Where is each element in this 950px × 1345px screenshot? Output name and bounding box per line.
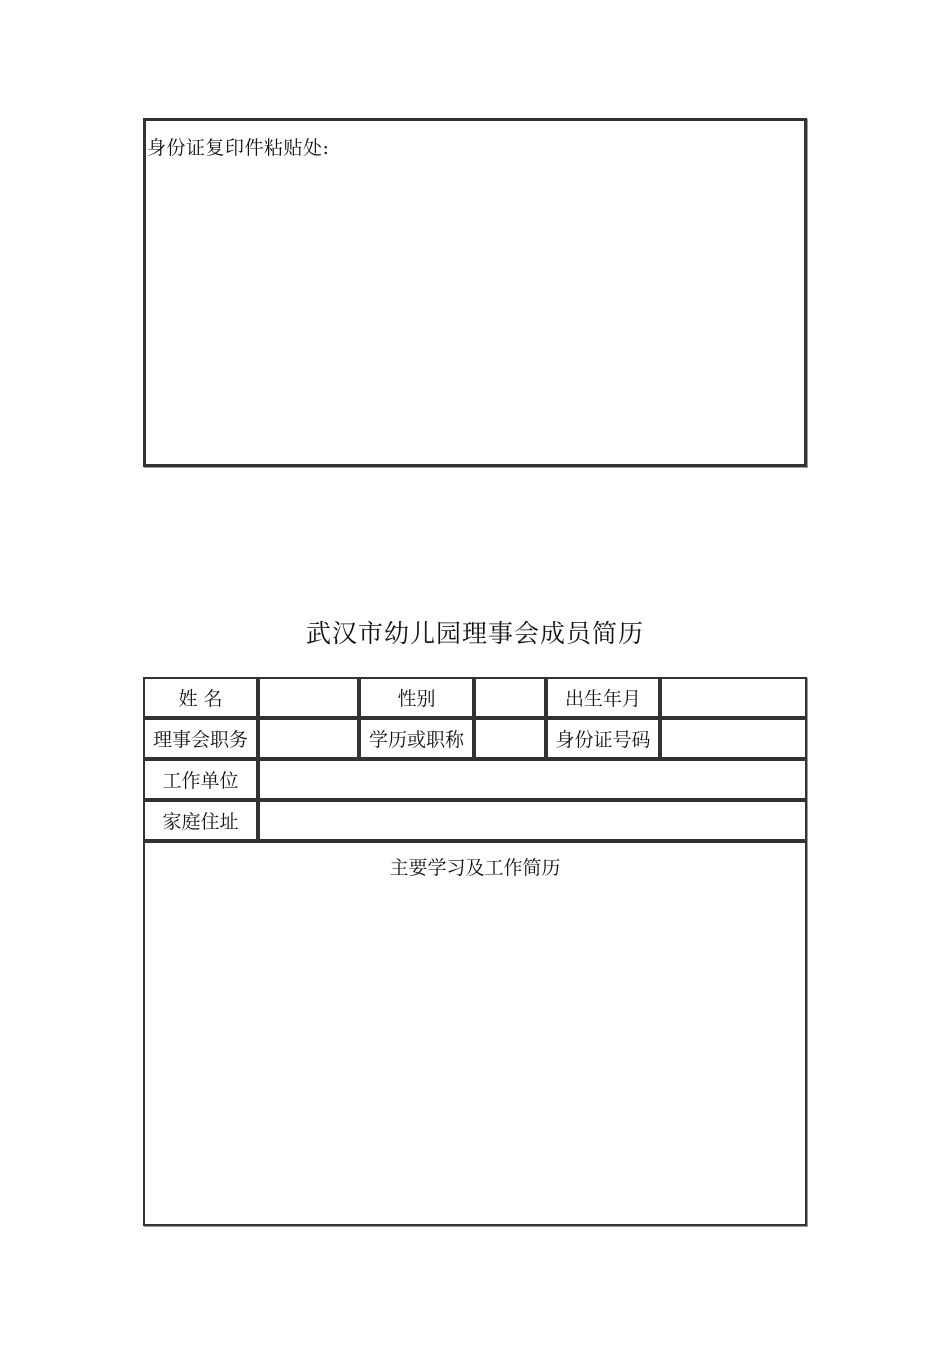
- birth-date-field[interactable]: [660, 677, 807, 718]
- birth-date-label: 出生年月: [546, 677, 660, 718]
- work-history-area[interactable]: [143, 841, 807, 1226]
- resume-title: 武汉市幼儿园理事会成员简历: [305, 619, 644, 648]
- employer-label: 工作单位: [143, 759, 258, 800]
- education-label: 学历或职称: [359, 718, 474, 759]
- gender-label: 性别: [359, 677, 474, 718]
- id-copy-paste-area: [143, 118, 807, 467]
- council-position-field[interactable]: [258, 718, 359, 759]
- gender-field[interactable]: [474, 677, 546, 718]
- employer-field[interactable]: [258, 759, 807, 800]
- id-number-label: 身份证号码: [546, 718, 660, 759]
- name-label: 姓 名: [143, 677, 258, 718]
- address-label: 家庭住址: [143, 800, 258, 841]
- council-position-label: 理事会职务: [143, 718, 258, 759]
- address-field[interactable]: [258, 800, 807, 841]
- name-field[interactable]: [258, 677, 359, 718]
- work-history-label: 主要学习及工作简历: [389, 857, 561, 879]
- id-copy-paste-label: 身份证复印件粘贴处:: [147, 137, 330, 159]
- id-number-field[interactable]: [660, 718, 807, 759]
- education-field[interactable]: [474, 718, 546, 759]
- resume-form-table: [143, 677, 807, 1226]
